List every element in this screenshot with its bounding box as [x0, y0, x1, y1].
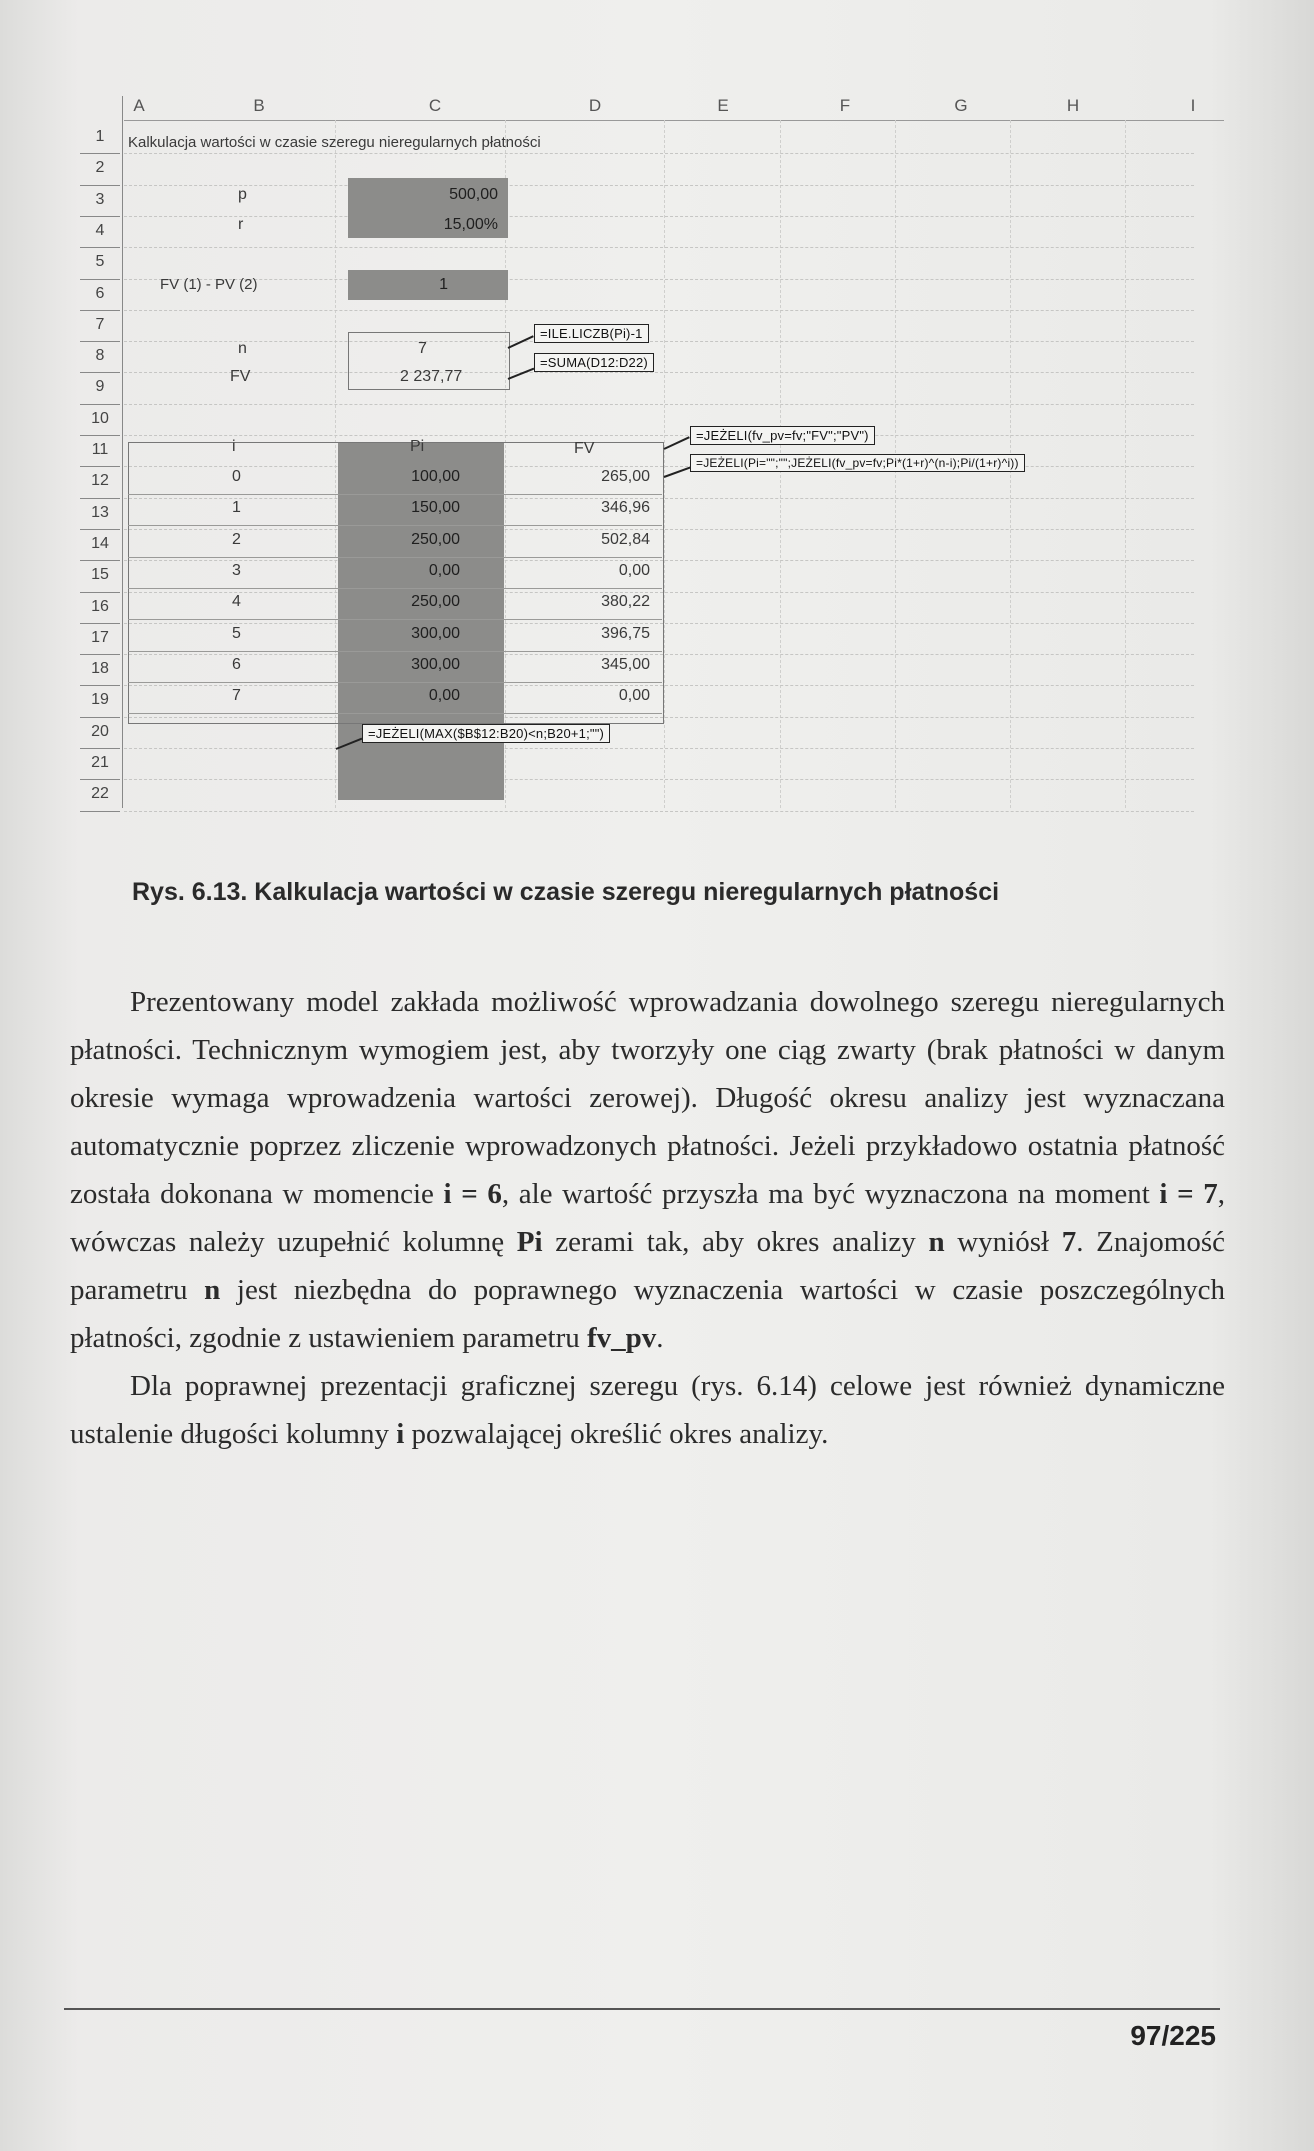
row-divider	[80, 435, 120, 436]
table-cell-fv: 396,75	[601, 624, 650, 642]
row-divider	[80, 717, 120, 718]
row-divider	[80, 216, 120, 217]
value-fv: 2 237,77	[400, 368, 463, 385]
table-cell-i: 5	[232, 624, 241, 642]
table-cell-pi: 300,00	[411, 624, 460, 642]
label-r: r	[238, 216, 244, 233]
paragraph-1: Prezentowany model zakłada możliwość wprowadzania dowolnego szeregu nieregularnych płatności. Technicznym wymogiem jest, aby tworzyły one ciąg zwarty (brak płatności w danym okresie wymaga wprowadzenia wartości zerowej). Długość okresu analizy jest wyznaczana automatycznie poprzez zliczenie wprowadzonych płatności. Jeżeli przykładowo ostatnia płatność została dokonana w momencie i = 6, ale wartość przyszła ma być wyznaczona na moment i = 7, wówczas należy uzupełnić kolumnę Pi zerami tak, aby okres analizy n wyniósł 7. Znajomość parametru n jest niezbędna do poprawnego wyznaczenia wartości w czasie poszczególnych płatności, zgodnie z ustawieniem parametru fv_pv.	[70, 986, 1226, 1354]
gridline	[124, 748, 1194, 750]
column-header-d: D	[588, 96, 602, 115]
gridline	[1125, 120, 1127, 808]
column-header-g: G	[954, 96, 968, 115]
gridline	[124, 372, 1194, 374]
column-header-f: F	[839, 96, 851, 115]
label-p: p	[238, 186, 247, 203]
row-divider	[80, 404, 120, 405]
row-number: 3	[95, 190, 105, 208]
table-cell-i: 7	[232, 687, 241, 705]
table-cell-fv: 0,00	[618, 687, 650, 705]
row-number: 11	[91, 441, 109, 458]
row-number: 12	[91, 472, 109, 490]
row-divider	[80, 748, 120, 749]
formula-index: =JEŻELI(MAX($B$12:B20)<n;B20+1;"")	[362, 724, 610, 743]
table-cell-fv: 502,84	[601, 530, 650, 548]
gridline	[124, 247, 1194, 249]
gridline	[124, 185, 1194, 187]
row-number: 8	[95, 347, 105, 365]
row-number: 5	[95, 253, 105, 271]
table-cell-fv: 346,96	[601, 499, 650, 517]
column-header-divider	[124, 120, 1224, 121]
table-row	[128, 651, 662, 652]
table-cell-fv: 345,00	[601, 655, 650, 673]
row-number: 15	[91, 566, 109, 584]
label-fv: FV	[230, 368, 251, 385]
header-i: i	[232, 438, 236, 455]
row-number: 17	[91, 628, 109, 646]
row-divider	[80, 310, 120, 311]
row-number: 1	[95, 128, 105, 145]
figure-caption: Rys. 6.13. Kalkulacja wartości w czasie szeregu nieregularnych płatności	[132, 878, 1000, 906]
table-cell-fv: 0,00	[618, 561, 650, 579]
table-cell-pi: 300,00	[411, 655, 460, 673]
column-header-c: C	[428, 96, 442, 115]
row-divider	[80, 560, 120, 561]
row-divider	[80, 466, 120, 467]
label-n: n	[238, 340, 247, 357]
gridline	[124, 811, 1194, 813]
row-divider	[80, 654, 120, 655]
row-number: 10	[91, 409, 109, 427]
gridline	[124, 216, 1194, 218]
formula-fv: =SUMA(D12:D22)	[534, 353, 654, 372]
row-number: 18	[91, 660, 109, 678]
table-cell-pi: 250,00	[411, 593, 460, 611]
row-divider	[80, 247, 120, 248]
gridline	[124, 404, 1194, 406]
row-divider	[80, 592, 120, 593]
gridline	[124, 435, 1194, 437]
gridline	[124, 779, 1194, 781]
table-cell-pi: 0,00	[428, 561, 460, 579]
table-cell-fv: 380,22	[601, 593, 650, 611]
value-r: 15,00%	[443, 216, 498, 233]
table-cell-i: 0	[232, 468, 241, 485]
table-row	[128, 682, 662, 683]
column-header-b: B	[253, 96, 265, 115]
table-cell-pi: 100,00	[411, 468, 460, 485]
row-divider	[80, 529, 120, 530]
spreadsheet-figure	[80, 96, 1230, 808]
row-divider	[80, 498, 120, 499]
table-row	[128, 494, 662, 495]
row-divider	[80, 779, 120, 780]
row-number: 9	[95, 378, 105, 396]
row-divider	[80, 153, 120, 154]
arrow-header	[664, 436, 690, 450]
value-n: 7	[418, 340, 427, 357]
row-divider	[80, 623, 120, 624]
gridline	[124, 279, 1194, 281]
row-divider	[80, 185, 120, 186]
row-number: 16	[91, 597, 109, 615]
gridline	[124, 341, 1194, 343]
row-number: 14	[91, 534, 109, 552]
formula-cell: =JEŻELI(Pi="";"";JEŻELI(fv_pv=fv;Pi*(1+r)^(n-i);Pi/(1+r)^i))	[690, 454, 1025, 472]
row-number: 7	[95, 315, 105, 333]
table-row	[128, 525, 662, 526]
row-divider	[80, 811, 120, 812]
value-p: 500,00	[449, 186, 498, 203]
row-number: 6	[95, 284, 105, 302]
table-row	[128, 588, 662, 589]
row-number: 22	[91, 785, 109, 803]
table-cell-i: 3	[232, 561, 241, 579]
row-number: 4	[95, 221, 105, 239]
row-number: 20	[91, 722, 109, 740]
row-number: 2	[95, 159, 105, 177]
table-row	[128, 557, 662, 558]
paragraph-2: Dla poprawnej prezentacji graficznej szeregu (rys. 6.14) celowe jest również dynamiczne ustalenie długości kolumny i pozwalającej określić okres analizy.	[70, 1370, 1225, 1450]
table-cell-pi: 250,00	[411, 530, 460, 548]
column-header-a: A	[133, 96, 145, 115]
row-number: 21	[91, 754, 109, 771]
row-divider	[80, 341, 120, 342]
value-fvpv: 1	[439, 276, 448, 293]
column-header-e: E	[717, 96, 729, 115]
label-fvpv: FV (1) - PV (2)	[160, 276, 258, 293]
table-cell-fv: 265,00	[601, 468, 650, 485]
table-cell-i: 4	[232, 593, 241, 611]
header-pi: Pi	[410, 438, 425, 455]
header-fv: FV	[574, 440, 595, 457]
table-cell-pi: 150,00	[411, 499, 460, 517]
table-row	[128, 619, 662, 620]
gridline	[664, 120, 666, 808]
row-number: 13	[91, 503, 109, 521]
formula-header: =JEŻELI(fv_pv=fv;"FV";"PV")	[690, 426, 875, 445]
column-header-i: I	[1190, 96, 1196, 115]
row-divider	[80, 685, 120, 686]
page-number: 97/225	[1130, 2020, 1216, 2051]
row-divider	[80, 372, 120, 373]
column-header-h: H	[1066, 96, 1080, 115]
sheet-title: Kalkulacja wartości w czasie szeregu nieregularnych płatności	[128, 134, 541, 151]
table-cell-i: 1	[232, 499, 241, 517]
footer-rule	[64, 2008, 1220, 2010]
row-divider	[80, 279, 120, 280]
gridline	[124, 153, 1194, 155]
table-row	[128, 713, 662, 714]
table-cell-i: 6	[232, 655, 241, 673]
formula-n: =ILE.LICZB(Pi)-1	[534, 324, 649, 343]
table-cell-i: 2	[232, 530, 241, 548]
gridline	[124, 310, 1194, 312]
table-cell-pi: 0,00	[428, 687, 460, 705]
row-number: 19	[91, 691, 109, 709]
body-text	[70, 978, 1225, 1458]
row-header-divider	[122, 96, 123, 808]
